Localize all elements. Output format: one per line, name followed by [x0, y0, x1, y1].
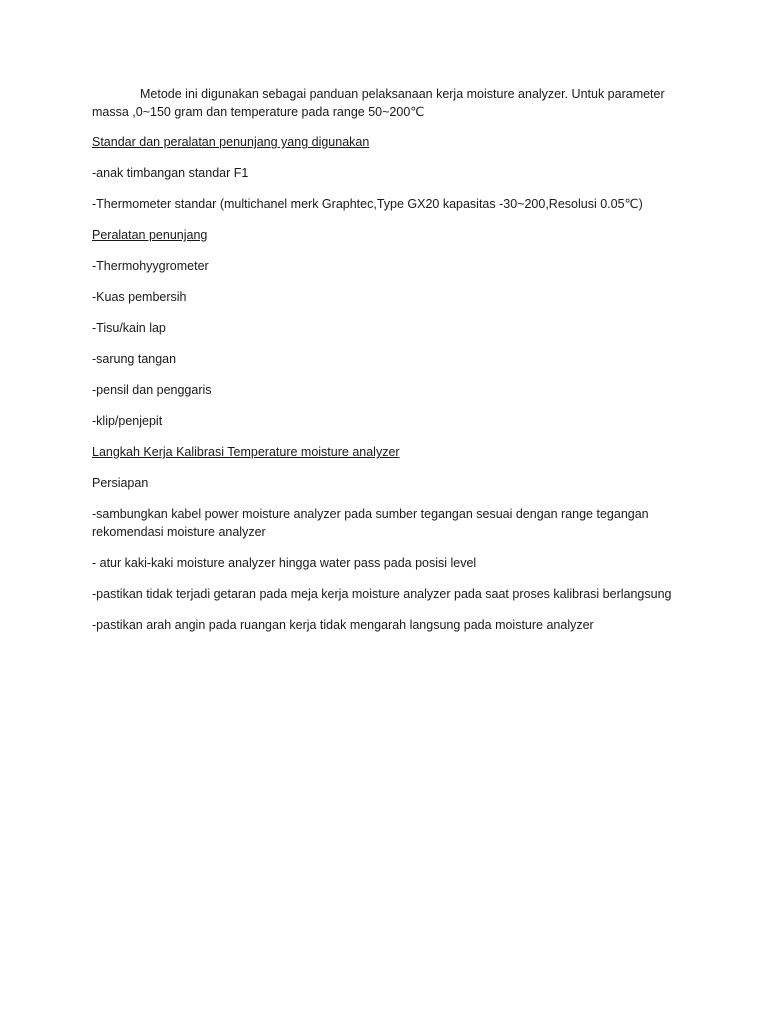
list-item: -Thermohyygrometer: [92, 259, 209, 273]
heading-standar: Standar dan peralatan penunjang yang digunakan: [92, 135, 370, 149]
list-item: -sarung tangan: [92, 352, 177, 366]
heading-langkah: Langkah Kerja Kalibrasi Temperature moisture analyzer: [92, 445, 400, 459]
document-page: [92, 85, 692, 647]
subheading-persiapan: Persiapan: [92, 476, 149, 490]
list-item: -pastikan arah angin pada ruangan kerja tidak mengarah langsung pada moisture analyzer: [92, 618, 594, 632]
intro-paragraph: [92, 85, 692, 121]
intro-text: Metode ini digunakan sebagai panduan pelaksanaan kerja moisture analyzer. Untuk parameter massa ,0~150 gram dan temperature pada range 50~200℃: [92, 87, 665, 119]
list-item: -Tisu/kain lap: [92, 321, 166, 335]
list-item: -sambungkan kabel power moisture analyzer pada sumber tegangan sesuai dengan range tegangan rekomendasi moisture analyzer: [92, 507, 649, 539]
list-item: -Kuas pembersih: [92, 290, 187, 304]
list-item: -pensil dan penggaris: [92, 383, 212, 397]
list-item: -Thermometer standar (multichanel merk Graphtec,Type GX20 kapasitas -30~200,Resolusi 0.05℃): [92, 197, 643, 211]
list-item: -anak timbangan standar F1: [92, 166, 249, 180]
list-item: - atur kaki-kaki moisture analyzer hingga water pass pada posisi level: [92, 556, 477, 570]
list-item: -klip/penjepit: [92, 414, 163, 428]
heading-peralatan: Peralatan penunjang: [92, 228, 208, 242]
list-item: -pastikan tidak terjadi getaran pada meja kerja moisture analyzer pada saat proses kalibrasi berlangsung: [92, 587, 672, 601]
